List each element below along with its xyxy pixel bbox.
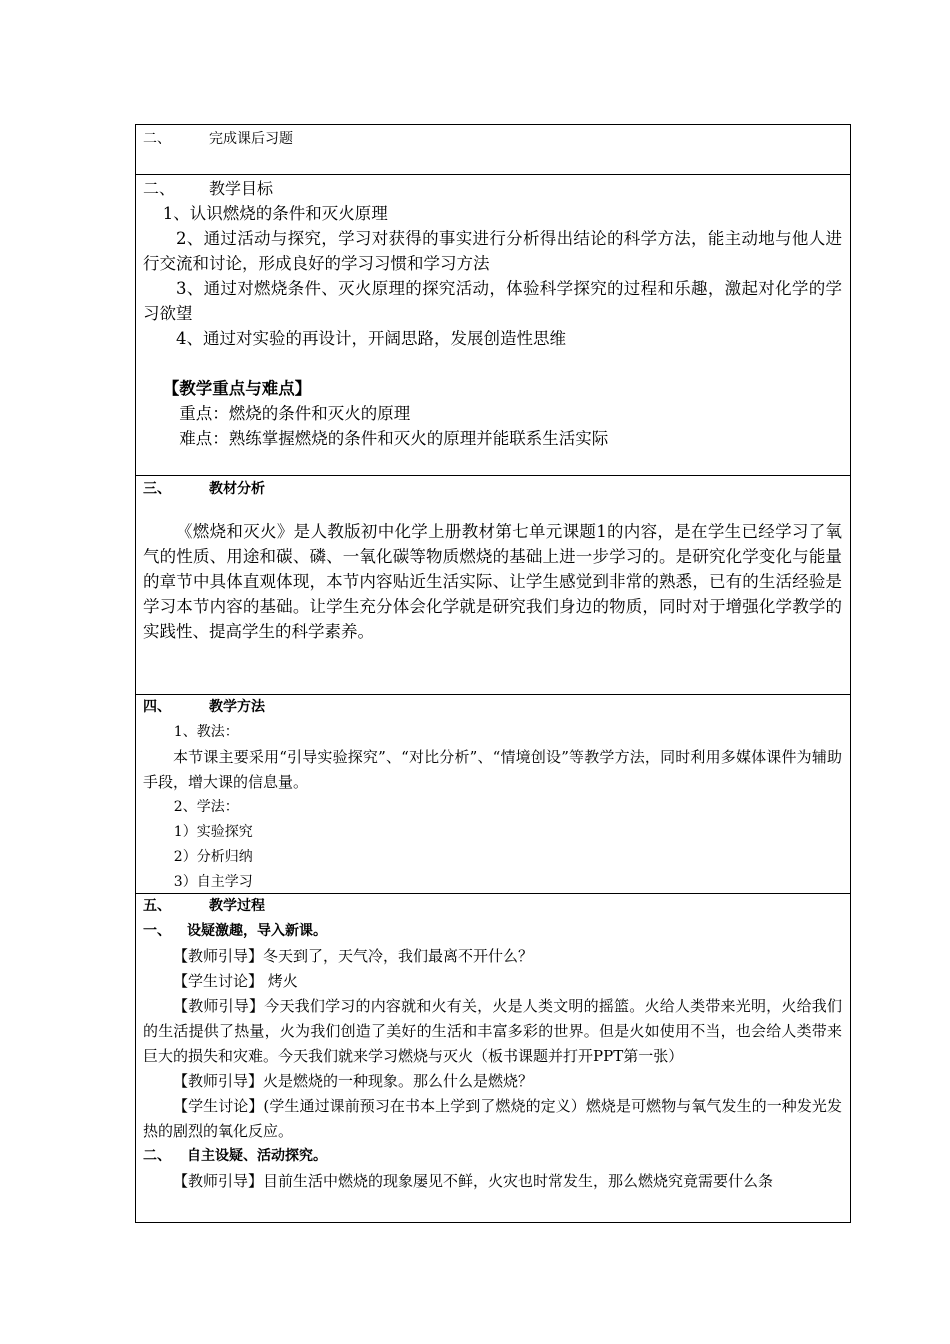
dialogue-line: 【学生讨论】 烤火 xyxy=(173,972,298,990)
step-title: 设疑激趣，导入新课。 xyxy=(187,923,327,939)
dialogue-line: 【教师引导】目前生活中燃烧的现象屡见不鲜，火灾也时常发生，那么燃烧究竟需要什么条 xyxy=(173,1172,774,1190)
lesson-plan-table xyxy=(135,124,851,1223)
step-number: 一、 xyxy=(143,923,171,939)
learn-method-item: 3）自主学习 xyxy=(173,874,253,890)
section-title: 完成课后习题 xyxy=(209,131,293,147)
section-title: 教学过程 xyxy=(209,898,265,914)
focus-line: 重点：燃烧的条件和灭火的原理 xyxy=(179,404,411,423)
homework-cell xyxy=(136,125,850,175)
process-heading xyxy=(143,894,842,919)
section-number: 五、 xyxy=(143,898,171,914)
analysis-heading xyxy=(143,477,842,502)
section-number: 二、 xyxy=(143,131,171,147)
section-number: 二、 xyxy=(143,179,176,198)
section-title: 教材分析 xyxy=(209,481,265,497)
step-title: 自主设疑、活动探究。 xyxy=(187,1148,327,1164)
goal-item: 2、通过活动与探究，学习对获得的事实进行分析得出结论的科学方法，能主动地与他人进行交流和讨论，形成良好的学习习惯和学习方法 xyxy=(143,229,842,273)
methods-heading xyxy=(143,695,842,720)
section-title: 教学方法 xyxy=(209,699,265,715)
dialogue-line: 【教师引导】冬天到了，天气冷，我们最离不开什么？ xyxy=(173,947,534,965)
goal-item: 4、通过对实验的再设计，开阔思路，发展创造性思维 xyxy=(176,329,566,348)
goal-item: 3、通过对燃烧条件、灭火原理的探究活动，体验科学探究的过程和乐趣，激起对化学的学习欲望 xyxy=(143,279,842,323)
teach-method-label: 1、教法： xyxy=(173,724,239,740)
methods-cell xyxy=(136,695,850,894)
homework-heading xyxy=(143,127,842,152)
learn-method-label: 2、学法： xyxy=(173,799,239,815)
step-heading xyxy=(143,919,842,944)
step-heading xyxy=(143,1144,842,1169)
step-number: 二、 xyxy=(143,1148,171,1164)
section-number: 三、 xyxy=(143,481,171,497)
difficulty-line: 难点：熟练掌握燃烧的条件和灭火的原理并能联系生活实际 xyxy=(179,429,609,448)
goal-item: 1、认识燃烧的条件和灭火原理 xyxy=(162,204,388,223)
learn-method-item: 1）实验探究 xyxy=(173,824,253,840)
section-number: 四、 xyxy=(143,699,171,715)
keypoints-heading: 【教学重点与难点】 xyxy=(162,379,312,398)
section-title: 教学目标 xyxy=(209,179,274,198)
dialogue-line: 【教师引导】火是燃烧的一种现象。那么什么是燃烧？ xyxy=(173,1072,534,1090)
dialogue-line: 【学生讨论】(学生通过课前预习在书本上学到了燃烧的定义）燃烧是可燃物与氧气发生的一种发光发热的剧烈的氧化反应。 xyxy=(143,1097,842,1140)
process-cell xyxy=(136,894,850,1222)
analysis-text: 《燃烧和灭火》是人教版初中化学上册教材第七单元课题1的内容，是在学生已经学习了氧气的性质、用途和碳、磷、一氧化碳等物质燃烧的基础上进一步学习的。是研究化学变化与能量的章节中具体直观体现，本节内容贴近生活实际、让学生感觉到非常的熟悉，已有的生活经验是学习本节内容的基础。让学生充分体会化学就是研究我们身边的物质，同时对于增强化学教学的实践性、提高学生的科学素养。 xyxy=(143,522,842,641)
goals-cell xyxy=(136,175,850,476)
analysis-cell xyxy=(136,476,850,695)
learn-method-item: 2）分析归纳 xyxy=(173,849,253,865)
goals-heading xyxy=(143,176,842,201)
dialogue-line: 【教师引导】今天我们学习的内容就和火有关，火是人类文明的摇篮。火给人类带来光明，火给我们的生活提供了热量，火为我们创造了美好的生活和丰富多彩的世界。但是火如使用不当，也会给人类带来巨大的损失和灾难。今天我们就来学习燃烧与灭火（板书课题并打开PPT第一张） xyxy=(143,997,842,1065)
teach-method-text: 本节课主要采用“引导实验探究”、“对比分析”、“情境创设”等教学方法，同时利用多媒体课件为辅助手段，增大课的信息量。 xyxy=(143,748,842,791)
